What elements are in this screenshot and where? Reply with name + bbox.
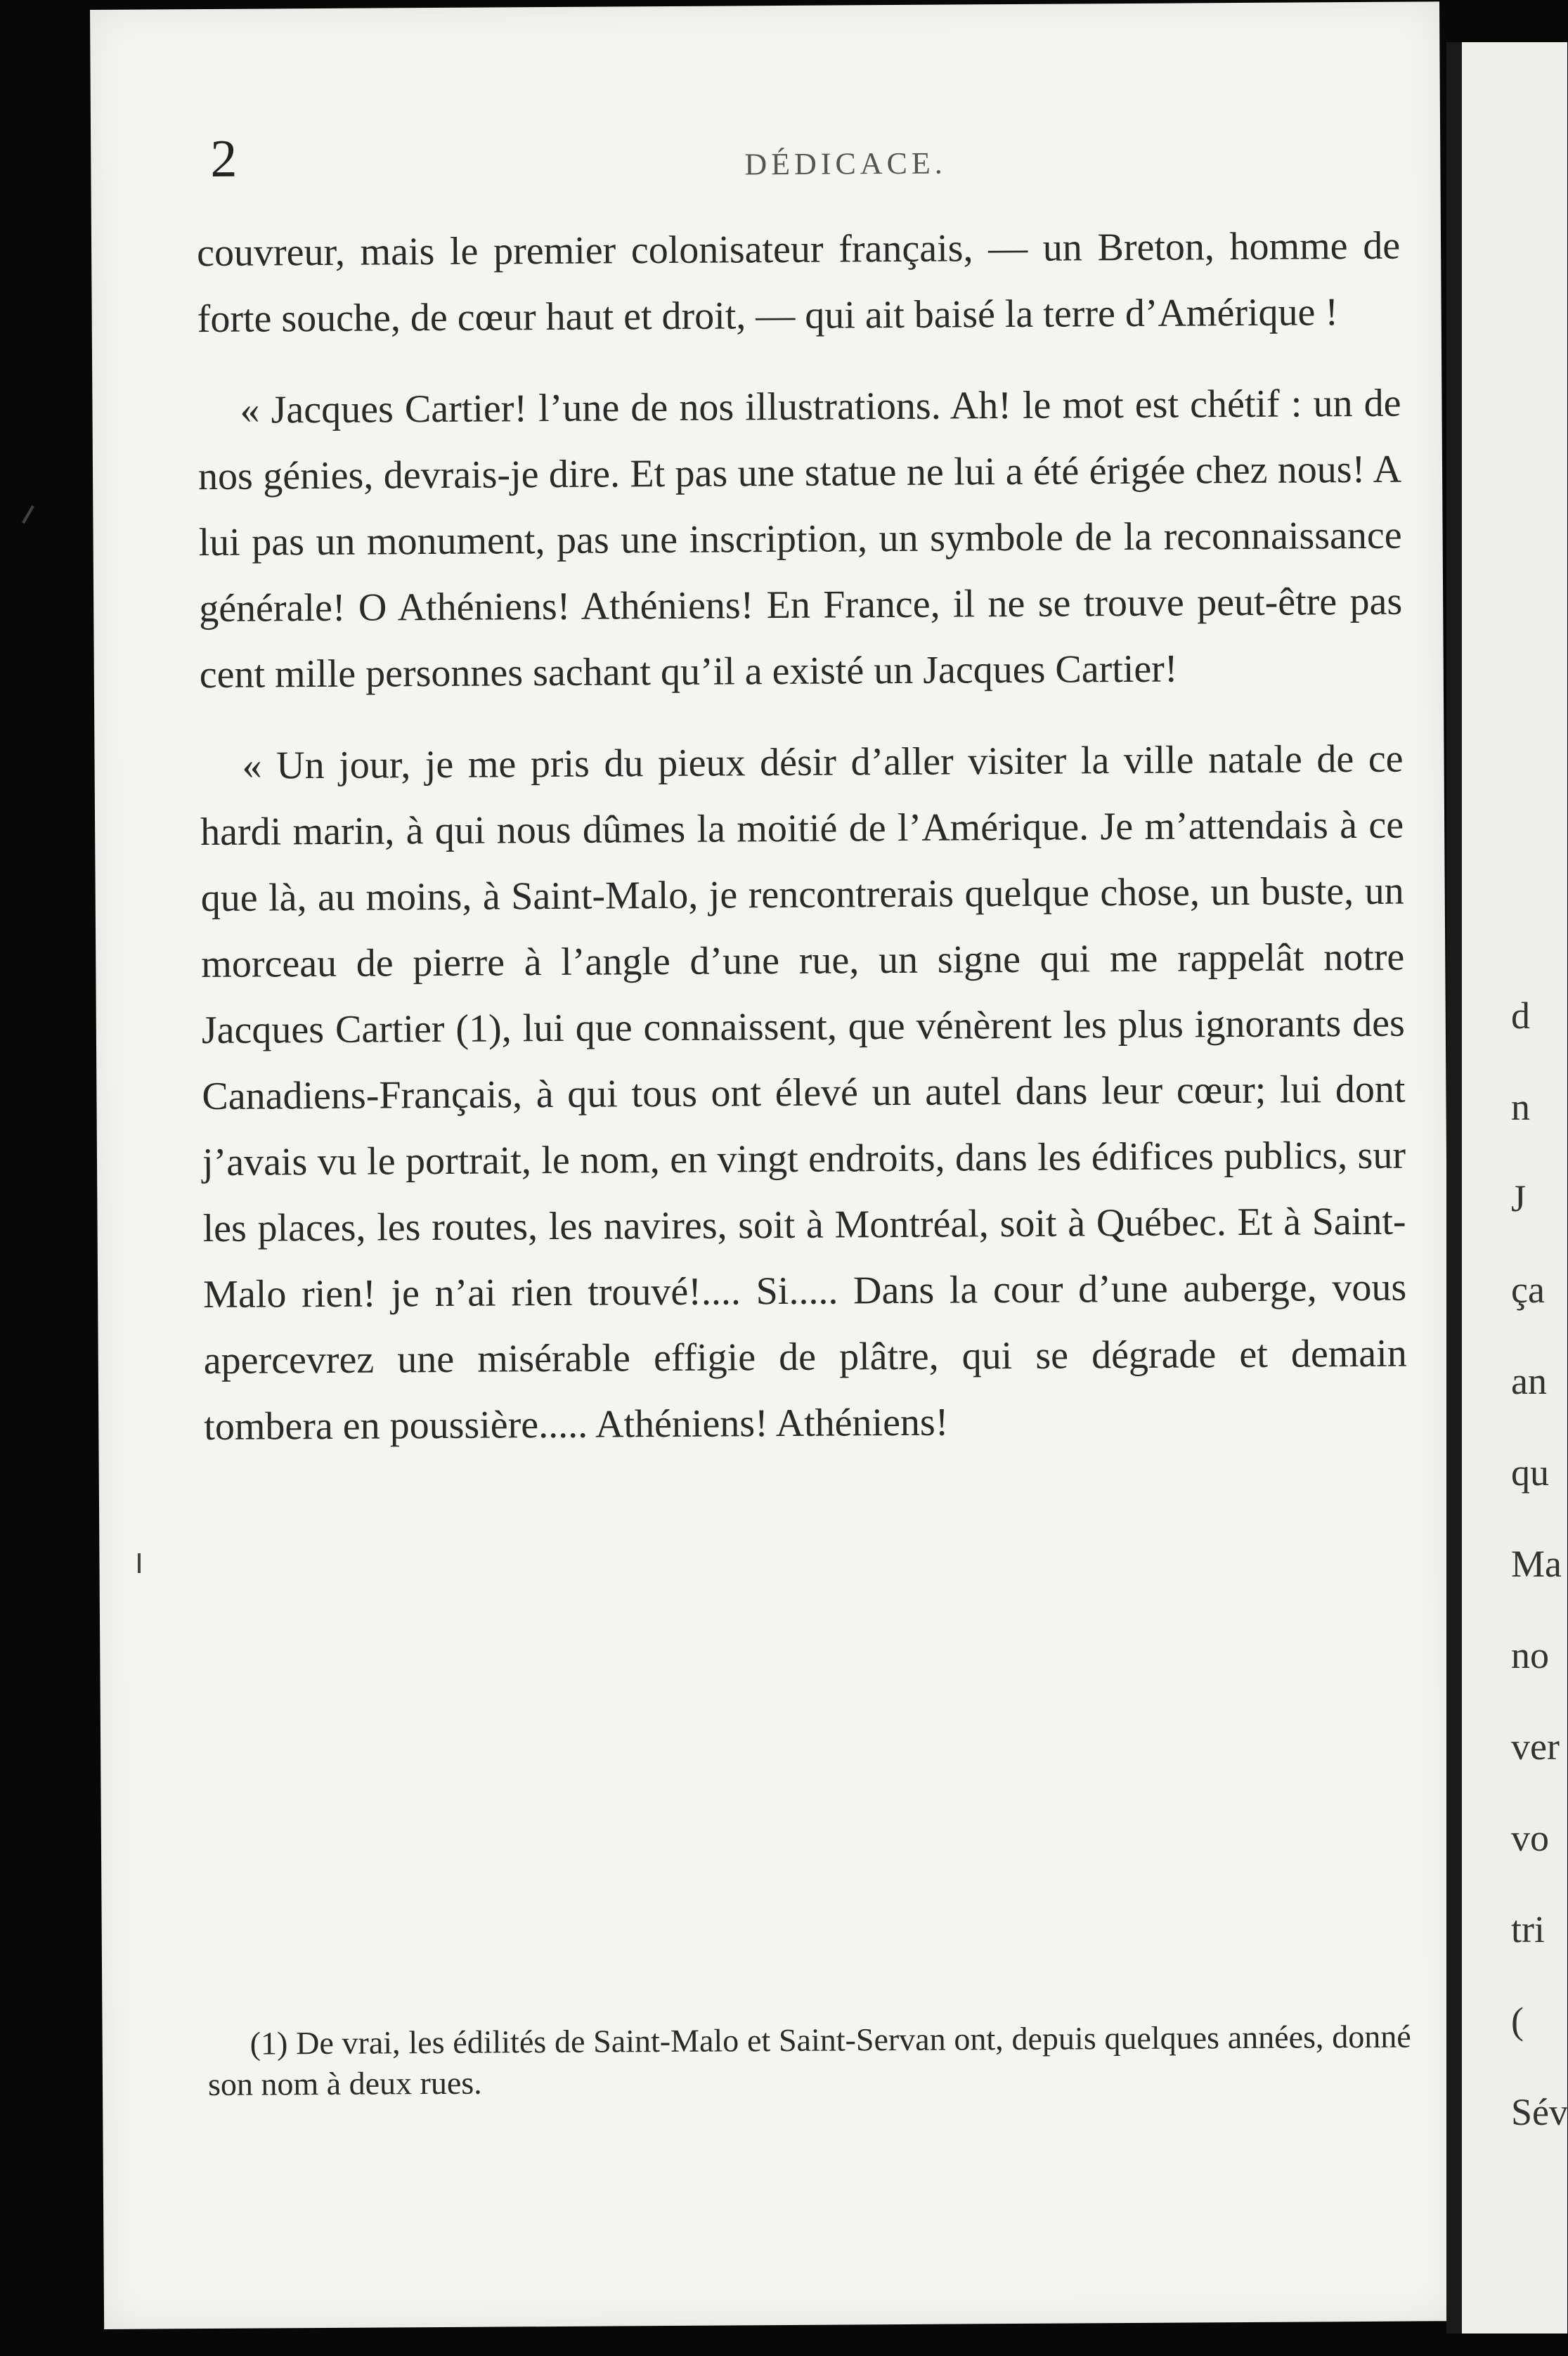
book-page	[90, 1, 1453, 2329]
fragment: ver	[1511, 1726, 1560, 1768]
running-head: DÉDICACE.	[744, 145, 947, 182]
fragment: qu	[1511, 1451, 1549, 1494]
body-text	[197, 213, 1408, 1485]
paragraph-jacques-cartier: « Jacques Cartier! l’une de nos illustrations. Ah! le mot est chétif : un de nos génies, devrais-je dire. Et pas une statue ne lui a été érigée chez nous! A lui pas un monument, pas une inscription, un symbole de la reconnaissance générale! O Athéniens! Athéniens! En France, il ne se trouve peut-être pas cent mille personnes sachant qu’il a existé un Jacques Cartier!	[197, 381, 1403, 697]
fragment: Sév	[1511, 2091, 1568, 2133]
facing-page-text-fragments	[1511, 970, 1568, 2158]
fragment: (	[1511, 2000, 1524, 2042]
paragraph-continuation: couvreur, mais le premier colonisateur français, — un Breton, homme de forte souche, de cœur haut et droit, — qui ait baisé la terre d’Amérique !	[196, 224, 1401, 342]
page-number: 2	[210, 129, 238, 188]
fragment: no	[1511, 1634, 1549, 1676]
fragment: ça	[1511, 1269, 1545, 1311]
fragment: n	[1511, 1086, 1530, 1128]
footnote: (1) De vrai, les édilités de Saint-Malo et Saint-Servan ont, depuis quelques années, donné son nom à deux rues.	[207, 2018, 1411, 2103]
margin-mark	[22, 505, 34, 524]
fragment: tri	[1511, 1908, 1545, 1950]
fragment: Ma	[1511, 1543, 1562, 1585]
margin-mark	[138, 1553, 141, 1573]
fragment: J	[1511, 1177, 1527, 1219]
fragment: vo	[1511, 1817, 1549, 1859]
fragment: d	[1511, 995, 1530, 1037]
fragment: an	[1511, 1360, 1547, 1402]
paragraph-saint-malo: « Un jour, je me pris du pieux désir d’aller visiter la ville natale de ce hardi marin, à qui nous dûmes la moitié de l’Amérique. Je m’attendais à ce que là, au moins, à Saint-Malo, je rencontrerais quelque chose, un buste, un morceau de pierre à l’angle d’une rue, un signe qui me rappelât notre Jacques Cartier (1), lui que connaissent, que vénèrent les plus ignorants des Canadiens-Français, à qui tous ont élevé un autel dans leur cœur; lui dont j’avais vu le portrait, le nom, en vingt endroits, dans les édifices publics, sur les places, les routes, les navires, soit à Montréal, soit à Québec. Et à Saint-Malo rien! je n’ai rien trouvé!.... Si..... Dans la cour d’une auberge, vous apercevrez une misérable effigie de plâtre, qui se dégrade et demain tombera en poussière..... Athéniens! Athéniens!	[200, 737, 1407, 1449]
